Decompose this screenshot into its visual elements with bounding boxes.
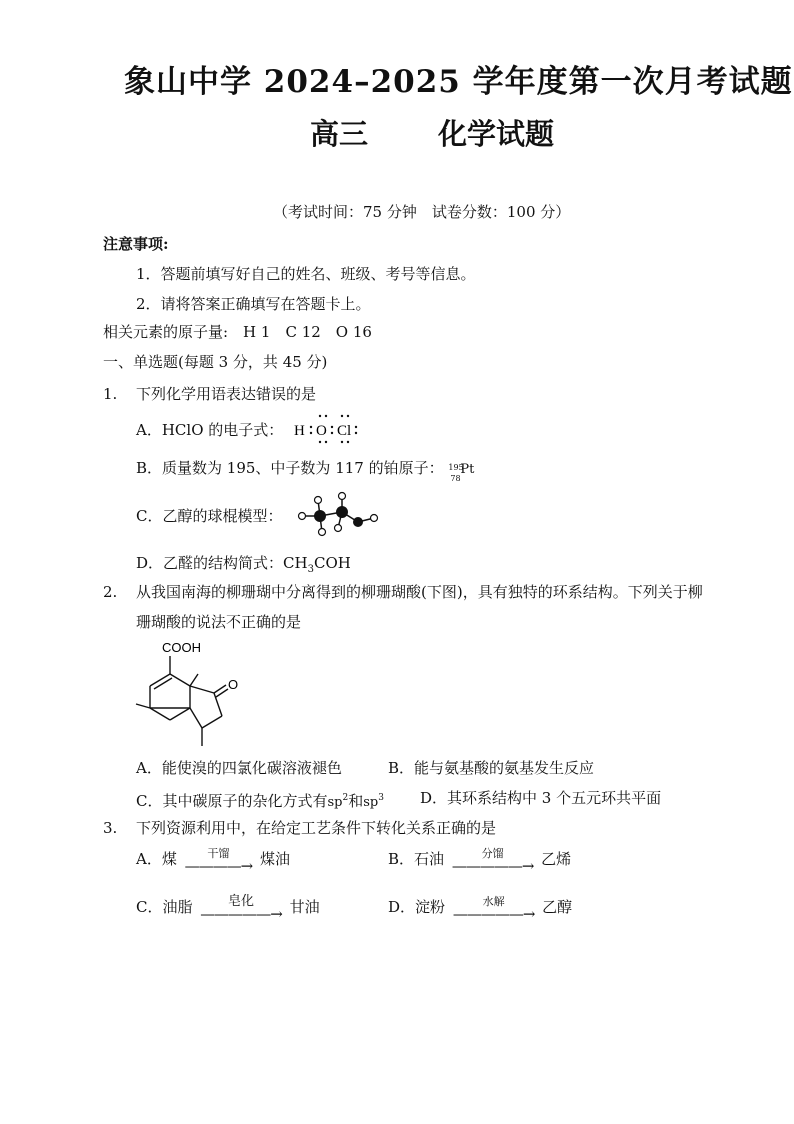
q3-option-a: [136, 847, 290, 875]
lewis-dot: [310, 432, 312, 434]
arrow-right-icon: ————→: [184, 857, 253, 875]
q1-option-c-text: C．乙醇的球棍模型：: [136, 507, 283, 525]
lewis-dot: [331, 426, 333, 428]
lewis-h: H: [294, 423, 305, 439]
lewis-dot: [319, 415, 321, 417]
lewis-dot: [347, 441, 349, 443]
q1-option-a-text: A．HClO 的电子式：: [136, 421, 284, 439]
acid-structure-diagram: [132, 638, 252, 750]
reaction-arrow: [184, 847, 253, 875]
hclo-lewis-structure: [292, 410, 372, 446]
nuclide-mass: 195: [448, 463, 464, 472]
q3-option-d: [388, 895, 573, 923]
q3-stem: 下列资源利用中，在给定工艺条件下转化关系正确的是: [136, 819, 497, 837]
reaction-condition: 皂化: [228, 894, 255, 909]
cooh-label: COOH: [162, 640, 201, 655]
lewis-o: O: [316, 423, 327, 439]
q2-stem-line-2: 珊瑚酸的说法不正确的是: [136, 613, 302, 631]
sp-label: sp: [327, 795, 343, 810]
pt-nuclide-symbol: [448, 459, 478, 483]
reaction-arrow: [200, 894, 282, 923]
lewis-dot: [310, 426, 312, 428]
q3-number: 3.: [103, 819, 118, 837]
atomic-masses: 相关元素的原子量: H 1 C 12 O 16: [103, 323, 372, 341]
q3-option-c-label: C．油脂: [136, 898, 193, 916]
lewis-dot: [331, 432, 333, 434]
hydrogen-atom: [371, 515, 378, 522]
lewis-dot: [319, 441, 321, 443]
q3-option-a-product: 煤油: [259, 850, 290, 868]
and-label: 和: [348, 792, 364, 810]
q2-option-b: B．能与氨基酸的氨基发生反应: [388, 759, 595, 777]
section-heading: 一、单选题(每题 3 分，共 45 分): [103, 353, 328, 371]
q3-option-c: [136, 894, 320, 923]
q2-number: 2.: [103, 583, 118, 601]
sp-label: sp: [363, 795, 379, 810]
lewis-dot: [355, 426, 357, 428]
nuclide-atomic-number: 78: [450, 474, 461, 483]
nuclide-element: Pt: [460, 462, 475, 477]
formula-subscript: 3: [307, 564, 314, 575]
hydrogen-atom: [335, 525, 342, 532]
q3-option-b-product: 乙烯: [541, 850, 572, 868]
sp-superscript: 2: [342, 793, 349, 803]
q2-option-c-text: C．其中碳原子的杂化方式有: [136, 792, 328, 810]
q2-option-a: A．能使溴的四氯化碳溶液褪色: [136, 759, 342, 777]
q1-option-d: [136, 553, 351, 580]
grade-label: 高三: [310, 117, 369, 151]
arrow-right-icon: —————→: [200, 905, 282, 923]
arrow-right-icon: —————→: [452, 905, 535, 923]
q3-option-b: [388, 847, 572, 875]
arrow-right-icon: —————→: [451, 857, 534, 875]
q1-option-b-text: B．质量数为 195、中子数为 117 的铂原子：: [136, 459, 444, 477]
carbon-atom: [314, 510, 326, 522]
reaction-arrow: [451, 847, 534, 875]
reaction-arrow: [452, 895, 535, 923]
oxygen-atom: [353, 517, 363, 527]
lewis-dot: [341, 441, 343, 443]
formula-part: COH: [313, 554, 351, 572]
hydrogen-atom: [299, 513, 306, 520]
reaction-condition: 干馏: [207, 847, 230, 860]
q3-option-a-label: A．煤: [136, 850, 177, 868]
ethanol-ball-stick-model: [296, 490, 386, 538]
ketone-oxygen: O: [228, 677, 239, 692]
exam-title: 象山中学 2024–2025 学年度第一次月考试题: [124, 64, 793, 100]
note-item-2: 2．请将答案正确填写在答题卡上。: [136, 295, 371, 313]
sp-superscript: 3: [378, 793, 384, 803]
reaction-condition: 水解: [482, 895, 505, 908]
q1-option-b: [136, 458, 478, 483]
lewis-dot: [347, 415, 349, 417]
q3-option-c-product: 甘油: [289, 898, 320, 916]
q2-option-d: D．其环系结构中 3 个五元环共平面: [420, 789, 662, 807]
q1-number: 1.: [103, 385, 118, 403]
q1-option-c: [136, 506, 282, 526]
hydrogen-atom: [315, 497, 322, 504]
hydrogen-atom: [319, 529, 326, 536]
note-item-1: 1．答题前填写好自己的姓名、班级、考号等信息。: [136, 265, 476, 283]
q3-option-b-label: B．石油: [388, 850, 445, 868]
formula-part: CH: [283, 554, 308, 572]
q2-stem-line-1: 从我国南海的柳珊瑚中分离得到的柳珊瑚酸(下图)，具有独特的环系结构。下列关于柳: [136, 583, 703, 601]
q2-option-c: [136, 788, 384, 813]
reaction-condition: 分馏: [481, 847, 504, 860]
q3-option-d-label: D．淀粉: [388, 898, 446, 916]
ring-bonds: [136, 656, 228, 746]
subject-label: 化学试题: [438, 117, 555, 151]
hydrogen-atom: [339, 493, 346, 500]
lewis-dot: [325, 415, 327, 417]
lewis-cl: Cl: [337, 423, 352, 439]
lewis-dot: [325, 441, 327, 443]
q1-option-d-text: D．乙醛的结构简式：: [136, 554, 284, 572]
notes-heading: 注意事项:: [103, 235, 169, 253]
lewis-dot: [355, 432, 357, 434]
q1-option-a: [136, 420, 283, 440]
exam-info: （考试时间：75 分钟 试卷分数：100 分）: [273, 203, 571, 221]
q1-stem: 下列化学用语表达错误的是: [136, 385, 317, 403]
q3-option-d-product: 乙醇: [542, 898, 573, 916]
lewis-dot: [341, 415, 343, 417]
carbon-atom: [336, 506, 348, 518]
